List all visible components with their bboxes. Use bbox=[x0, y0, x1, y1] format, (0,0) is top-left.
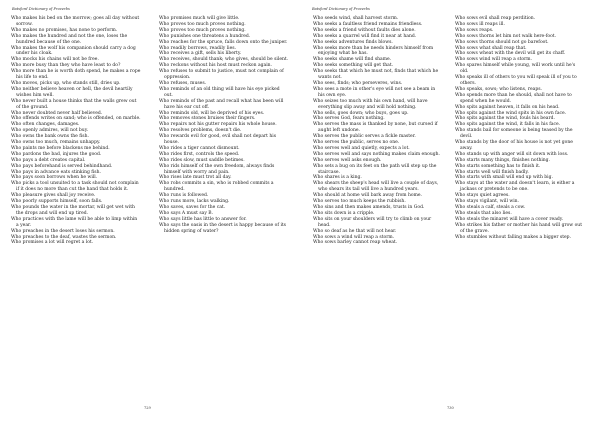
proverb-entry: Who sows a wind will reap a storm. bbox=[313, 234, 395, 240]
proverb-entry: Who sows thorns should not go barefoot. bbox=[455, 39, 549, 45]
running-head: Batsford Dictionary of Proverbs bbox=[12, 7, 70, 11]
proverb-entry: Who reaches for the spruce, falls down onto the juniper. bbox=[159, 39, 288, 45]
proverb-entry: Who seizes too much with his own hand, will have everything slip away and will hold nothing. bbox=[313, 98, 428, 110]
proverb-entry: Who steals the minaret will have a cover ready. bbox=[455, 216, 564, 222]
proverb-entry: Who seeks shame will find shame. bbox=[313, 57, 392, 63]
proverb-entry: Who seeds wind, shall harvest storm. bbox=[313, 16, 399, 21]
proverb-entry: Who preaches in the desert loses his sermon. bbox=[11, 228, 115, 234]
proverb-entry: Who pays soon borrows when he will. bbox=[11, 175, 98, 181]
proverb-entry: Who reminds of the past and recall what has been will have his ear cut off. bbox=[159, 98, 284, 110]
proverb-entry: Who seeks a faultless friend remains friendless. bbox=[313, 21, 423, 27]
proverb-entry: Who says A must say B. bbox=[159, 210, 214, 216]
proverb-entry: Who rewards evil for good, evil shall not depart his house. bbox=[159, 134, 276, 146]
proverb-entry: Who readily borrows, readily lies. bbox=[159, 45, 237, 51]
proverb-entry: Who runs more, lacks walking. bbox=[159, 199, 230, 205]
proverb-entry: Who paints me before blackens me behind. bbox=[11, 145, 110, 151]
proverb-entry: Who seeks a quarrel will find it near at hand. bbox=[313, 33, 417, 39]
proverb-entry: Who shares is a king. bbox=[313, 175, 362, 181]
proverb-entry: Who pays a debt creates capital. bbox=[11, 157, 86, 163]
proverb-entry: Who sows thorns let him not walk here-foot. bbox=[455, 33, 557, 39]
proverb-entry: Who serves too much keeps the rubbish. bbox=[313, 199, 406, 205]
proverb-entry: Who owns too much, remains unhappy. bbox=[11, 140, 101, 146]
proverb-entry: Who openly admires, will not buy. bbox=[11, 128, 89, 134]
proverb-entry: Who starts with small will end up with big. bbox=[455, 175, 553, 181]
proverb-entry: Who sits on your shoulders will try to climb on your head. bbox=[313, 216, 432, 228]
proverb-entry: Who serves well asks enough. bbox=[313, 157, 382, 163]
proverb-entry: Who strikes his father or mother his hand will grow out of the grave. bbox=[455, 222, 583, 234]
proverb-entry: Who says the oasis in the desert is happy because of its hidden spring of water? bbox=[159, 222, 286, 234]
proverb-entry: Who removes stones bruises their fingers. bbox=[159, 116, 256, 122]
proverb-entry: Who sins and then makes amends, trusts in God. bbox=[313, 205, 425, 210]
proverb-entry: Who more busy than they who have least to do? bbox=[11, 63, 121, 69]
entry-column bbox=[11, 16, 141, 246]
proverb-entry: Who pays in advance eats stinking fish. bbox=[11, 169, 101, 175]
proverb-entry: Who pleasure gives shall joy receive. bbox=[11, 193, 96, 199]
proverb-entry: Who spits against the wind spits in his own face. bbox=[455, 110, 567, 116]
proverb-entry: Who sows what shall reap that. bbox=[455, 45, 527, 51]
proverb-entry: Who sees a mote in other's eye will not see a beam in his own eye. bbox=[313, 86, 436, 98]
proverb-entry: Who reminds of an old thing will have his eye picked out. bbox=[159, 86, 280, 98]
proverb-entry: Who never built a house thinks that the walls grew out of the ground. bbox=[11, 98, 137, 110]
proverb-entry: Who reminds old, will be deprived of his eyes. bbox=[159, 110, 265, 116]
proverb-entry: Who speaks, sows; who listens, reaps. bbox=[455, 86, 542, 92]
proverb-entry: Who makes no promises, has none to perform. bbox=[11, 27, 118, 33]
proverb-entry: Who refuses to submit to justice, must not complain of oppression. bbox=[159, 69, 284, 81]
proverb-entry: Who makes his bed on the morrow; goes all day without sorrow. bbox=[11, 16, 140, 27]
proverb-entry: Who shears the sheep's head will live a couple of days, who shears its tail will live a hundred years. bbox=[313, 181, 439, 193]
proverb-entry: Who serves well and says nothing makes claim enough. bbox=[313, 151, 440, 157]
proverb-entry: Who stands up with anger will sit down with loss. bbox=[455, 151, 569, 157]
proverb-entry: Who says little has little to answer for. bbox=[159, 216, 247, 222]
proverb-entry: Who stays quiet agrees. bbox=[455, 193, 510, 199]
proverb-entry: Who sets a bug on its feet on the path will step up the staircase. bbox=[313, 163, 437, 175]
proverb-entry: Who makes the wolf his companion should carry a dog under his cloak. bbox=[11, 45, 136, 57]
proverb-entry: Who seeks that which he must not, finds that which he wants not. bbox=[313, 69, 439, 81]
proverb-entry: Who rises late must trot all day. bbox=[159, 175, 232, 181]
proverb-entry: Who serves God, fears nothing. bbox=[313, 116, 385, 122]
proverb-entry: Who resolves problems, doesn't die. bbox=[159, 128, 242, 134]
proverb-entry: Who runs is followed. bbox=[159, 193, 209, 199]
proverb-entry: Who moves, picks up, who stands still, dries up. bbox=[11, 80, 121, 86]
proverb-entry: Who sows wind will reap a storm. bbox=[455, 57, 532, 63]
proverb-entry: Who so deaf as he that will not hear. bbox=[313, 228, 397, 234]
proverb-entry: Who speaks ill of others to you will speak ill of you to others. bbox=[455, 75, 577, 86]
proverb-entry: Who spits against heaven, it falls on his head. bbox=[455, 104, 560, 110]
proverb-entry: Who rides slow, must saddle betimes. bbox=[159, 157, 245, 163]
proverb-entry: Who stands bail for someone is being teased by the devil. bbox=[455, 128, 573, 140]
proverb-entry: Who pays beforehand is served behindhand. bbox=[11, 163, 113, 169]
proverb-entry: Who promises much will give little. bbox=[159, 16, 240, 21]
proverb-entry: Who pardons the bad, injures the good. bbox=[11, 151, 102, 157]
proverb-entry: Who neither believe heaven or hell, the devil heartily wishes him well. bbox=[11, 86, 133, 98]
proverb-entry: Who saves, saves for the cat. bbox=[159, 205, 226, 210]
entry-column bbox=[313, 16, 443, 246]
proverb-entry: Who poorly supports himself, soon falls. bbox=[11, 199, 103, 205]
right-page bbox=[300, 0, 600, 424]
proverb-entry: Who serves the public, serves no one. bbox=[313, 140, 400, 146]
proverb-entry: Who makes the hundred and not the one, loses the hundred because of the one. bbox=[11, 33, 128, 45]
proverb-entry: Who sees, finds; who perseveres, wins. bbox=[313, 80, 403, 86]
proverb-entry: Who starts well will finish badly. bbox=[455, 169, 529, 175]
proverb-entry: Who rides first, controls the speed. bbox=[159, 151, 240, 157]
proverb-entry: Who never doubted never half believed. bbox=[11, 110, 103, 116]
proverb-entry: Who serves the public serves a fickle master. bbox=[313, 134, 416, 140]
proverb-entry: Who sows ill reaps ill. bbox=[455, 21, 505, 27]
proverb-entry: Who starts something has to finish it. bbox=[455, 163, 541, 169]
proverb-entry: Who rides a tiger cannot dismount. bbox=[159, 145, 240, 151]
entry-column bbox=[455, 16, 585, 240]
proverb-entry: Who picks a tool unsuited to a task should not complain if it does no more than cut the hand that holds it. bbox=[11, 181, 139, 193]
proverb-entry: Who preaches to the deaf, wastes the sermon. bbox=[11, 234, 117, 240]
proverb-entry: Who seeks a friend without faults dies alone. bbox=[313, 27, 416, 33]
proverb-entry: Who stays at the water and doesn't learn, is either a jackass or pretends to be one. bbox=[455, 181, 575, 193]
proverb-entry: Who often changes, damages. bbox=[11, 122, 80, 128]
page-number: 729 bbox=[144, 406, 151, 410]
proverb-entry: Who spits against the wind, it falls in his face. bbox=[455, 122, 561, 128]
running-head: Batsford Dictionary of Proverbs bbox=[312, 7, 370, 11]
proverb-entry: Who refuses, muses. bbox=[159, 80, 207, 86]
proverb-entry: Who stumbles without falling makes a bigger step. bbox=[455, 234, 571, 240]
proverb-entry: Who steals that also lies. bbox=[455, 210, 512, 216]
proverb-entry: Who should at home will bark away from home. bbox=[313, 193, 422, 199]
proverb-entry: Who stands by the door of his house is not yet gone away. bbox=[455, 140, 573, 151]
proverb-entry: Who owns the bank owns the fish. bbox=[11, 134, 89, 140]
proverb-entry: Who receives, should thank; who gives, should be silent. bbox=[159, 57, 289, 63]
proverb-entry: Who sows evil shall reap perdition. bbox=[455, 16, 536, 21]
proverb-entry: Who repairs not his gutter repairs his whole house. bbox=[159, 122, 277, 128]
proverb-entry: Who spares himself while young, will work until he's old. bbox=[455, 63, 576, 75]
proverb-entry: Who promises a lot will regret a lot. bbox=[11, 240, 94, 246]
proverb-entry: Who sells, goes down; who buys, goes up. bbox=[313, 110, 409, 116]
proverb-entry: Who punishes one threatens a hundred. bbox=[159, 33, 251, 39]
proverb-entry: Who seeks more than he needs hinders himself from enjoying what he has. bbox=[313, 45, 434, 57]
proverb-entry: Who seeks something will get that. bbox=[313, 63, 394, 69]
proverb-entry: Who stays vigilant, will win. bbox=[455, 199, 519, 205]
proverb-entry: Who robs commits a sin, who is robbed commits a hundred. bbox=[159, 181, 274, 193]
proverb-entry: Who sows wheat with the devil will get its chaff. bbox=[455, 51, 566, 57]
proverb-entry: Who serves well and quietly, expects a lot. bbox=[313, 145, 410, 151]
entry-column bbox=[159, 16, 289, 235]
proverb-entry: Who proves too much proves nothing. bbox=[159, 21, 246, 27]
proverb-entry: Who rids himself of the own freedom, always finds himself with worry and pain. bbox=[159, 163, 275, 175]
proverb-entry: Who practices with the lame will be able to limp within a year. bbox=[11, 216, 138, 228]
proverb-entry: Who starts many things, finishes nothing. bbox=[455, 157, 550, 163]
proverb-entry: Who offends writes on sand; who is offended, on marble. bbox=[11, 116, 141, 122]
proverb-entry: Who serves the mass is thanked by none, but cursed if aught left undone. bbox=[313, 122, 438, 134]
proverb-entry: Who spends more than he should, shall not have to spend when he would. bbox=[455, 92, 572, 104]
proverb-entry: Who sits down is a cripple. bbox=[313, 210, 375, 216]
proverb-entry: Who sows reaps. bbox=[455, 27, 494, 33]
proverb-entry: Who steals a calf, steals a cow. bbox=[455, 205, 526, 210]
proverb-entry: Who more than he is worth doth spend, he makes a rope his life to end. bbox=[11, 69, 141, 81]
proverb-entry: Who spits against the wind, fouls his beard. bbox=[455, 116, 555, 122]
proverb-entry: Who mocks his chains will not be free. bbox=[11, 57, 99, 63]
proverb-entry: Who seeks adventures finds blows. bbox=[313, 39, 393, 45]
proverb-entry: Who reckons without his host must reckon again. bbox=[159, 63, 272, 69]
proverb-entry: Who pounds the water in the mortar, will get wet with the drops and will end up tired. bbox=[11, 205, 135, 216]
proverb-entry: Who receives a gift, sells his liberty. bbox=[159, 51, 242, 57]
proverb-entry: Who sows barley cannot reap wheat. bbox=[313, 240, 398, 246]
proverb-entry: Who proves too much proves nothing. bbox=[159, 27, 246, 33]
page-number: 730 bbox=[447, 406, 454, 410]
